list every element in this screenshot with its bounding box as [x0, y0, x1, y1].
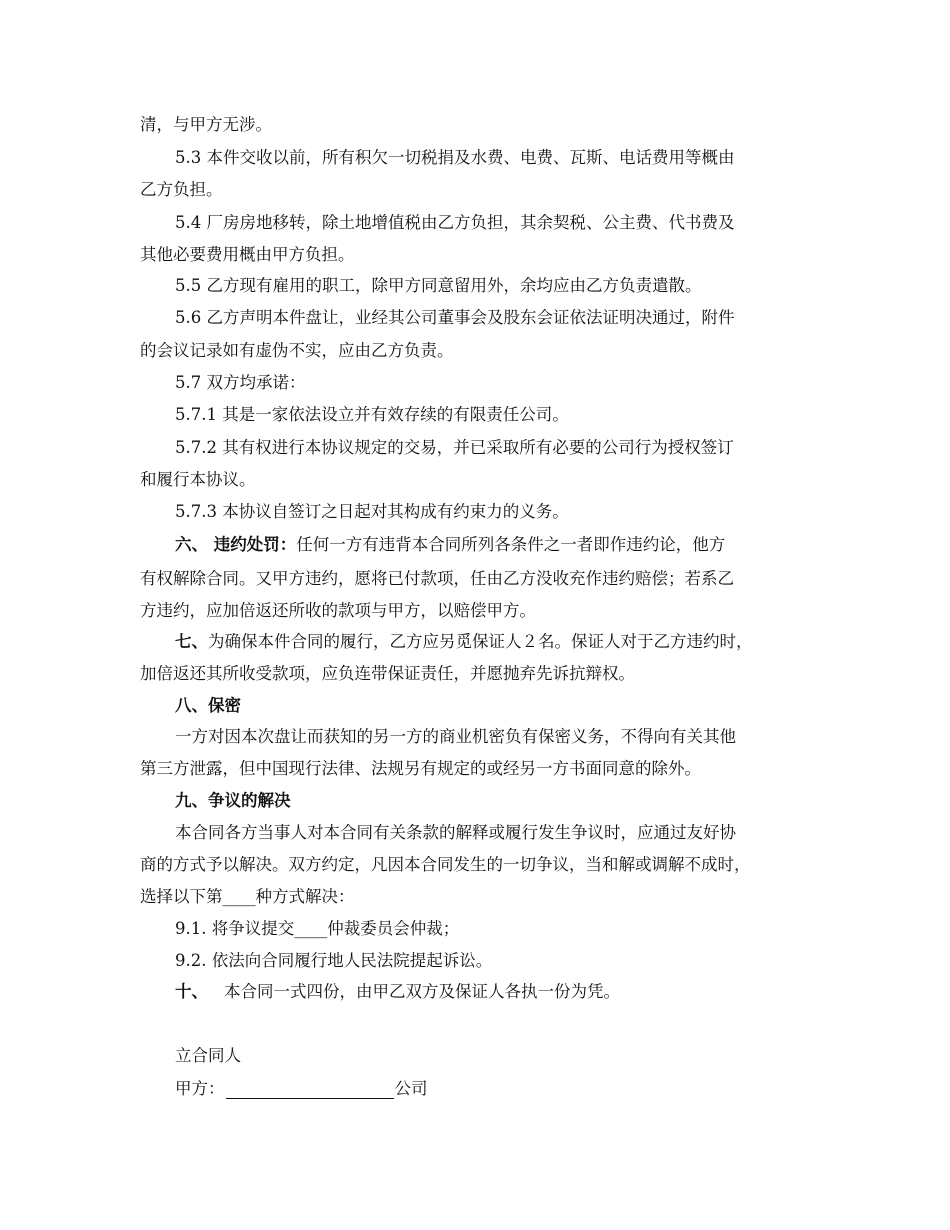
text-line: 第三方泄露，但中国现行法律、法规另有规定的或经另一方书面同意的除外。 [140, 759, 701, 778]
section-7-text: 为确保本件合同的履行，乙方应另觅保证人２名。保证人对于乙方违约时， [208, 632, 753, 651]
section-7-heading: 七、 [175, 632, 208, 651]
text-line: 其他必要费用概由甲方负担。 [140, 245, 355, 264]
party-a-blank [226, 1080, 394, 1099]
option-9-1: 9.1. 将争议提交____仲裁委员会仲裁； [175, 919, 460, 938]
section-8-heading: 八、保密 [175, 696, 241, 715]
text-line: 加倍返还其所收受款项，应负连带保证责任，并愿抛弃先诉抗辩权。 [140, 664, 635, 683]
text-line: 选择以下第____种方式解决： [140, 887, 355, 906]
text-line: 的会议记录如有虚伪不实，应由乙方负责。 [140, 341, 454, 360]
clause-5-7-2: 5.7.2 其有权进行本协议规定的交易，并已采取所有必要的公司行为授权签订 [175, 438, 734, 457]
party-a-line [175, 1079, 428, 1099]
clause-5-7-1: 5.7.1 其是一家依法设立并有效存续的有限责任公司。 [175, 405, 569, 424]
text-line: 方违约，应加倍返还所收的款项与甲方，以赔偿甲方。 [140, 601, 536, 620]
clause-5-4: 5.4 厂房房地移转，除土地增值税由乙方负担，其余契税、公主费、代书费及 [175, 213, 735, 232]
section-9-heading: 九、争议的解决 [175, 791, 291, 810]
clause-5-3: 5.3 本件交收以前，所有积欠一切税捐及水费、电费、瓦斯、电话费用等概由 [175, 148, 735, 167]
text-line: 和履行本协议。 [140, 470, 256, 489]
text-line: 清，与甲方无涉。 [140, 115, 272, 134]
text-line: 乙方负担。 [140, 180, 223, 199]
party-a-suffix: 公司 [394, 1079, 428, 1098]
option-9-2: 9.2. 依法向合同履行地人民法院提起诉讼。 [175, 951, 493, 970]
party-a-label: 甲方： [175, 1079, 225, 1098]
clause-5-6: 5.6 乙方声明本件盘让，业经其公司董事会及股东会证依法证明决通过，附件 [175, 308, 735, 327]
section-10-text: 本合同一式四份，由甲乙双方及保证人各执一份为凭。 [224, 982, 620, 1001]
clause-5-5: 5.5 乙方现有雇用的职工，除甲方同意留用外，余均应由乙方负责遣散。 [175, 276, 702, 295]
section-8-text: 一方对因本次盘让而获知的另一方的商业机密负有保密义务，不得向有关其他 [175, 727, 736, 746]
section-10-heading: 十、 [175, 982, 208, 1001]
section-7-line [175, 632, 753, 652]
clause-5-7-3: 5.7.3 本协议自签订之日起对其构成有约束力的义务。 [175, 502, 569, 521]
section-9-text: 本合同各方当事人对本合同有关条款的解释或履行发生争议时，应通过友好协 [175, 823, 736, 842]
text-line: 商的方式予以解决。双方约定，凡因本合同发生的一切争议，当和解或调解不成时， [140, 855, 751, 874]
signature-title: 立合同人 [175, 1046, 241, 1065]
section-10-line [175, 982, 620, 1002]
section-6-line [175, 535, 725, 555]
section-6-text: 任何一方有违背本合同所列各条件之一者即作违约论，他方 [296, 535, 726, 554]
clause-5-7: 5.7 双方均承诺： [175, 373, 306, 392]
section-6-heading: 六、 违约处罚： [175, 535, 297, 554]
text-line: 有权解除合同。又甲方违约，愿将已付款项，任由乙方没收充作违约赔偿；若系乙 [140, 569, 734, 588]
